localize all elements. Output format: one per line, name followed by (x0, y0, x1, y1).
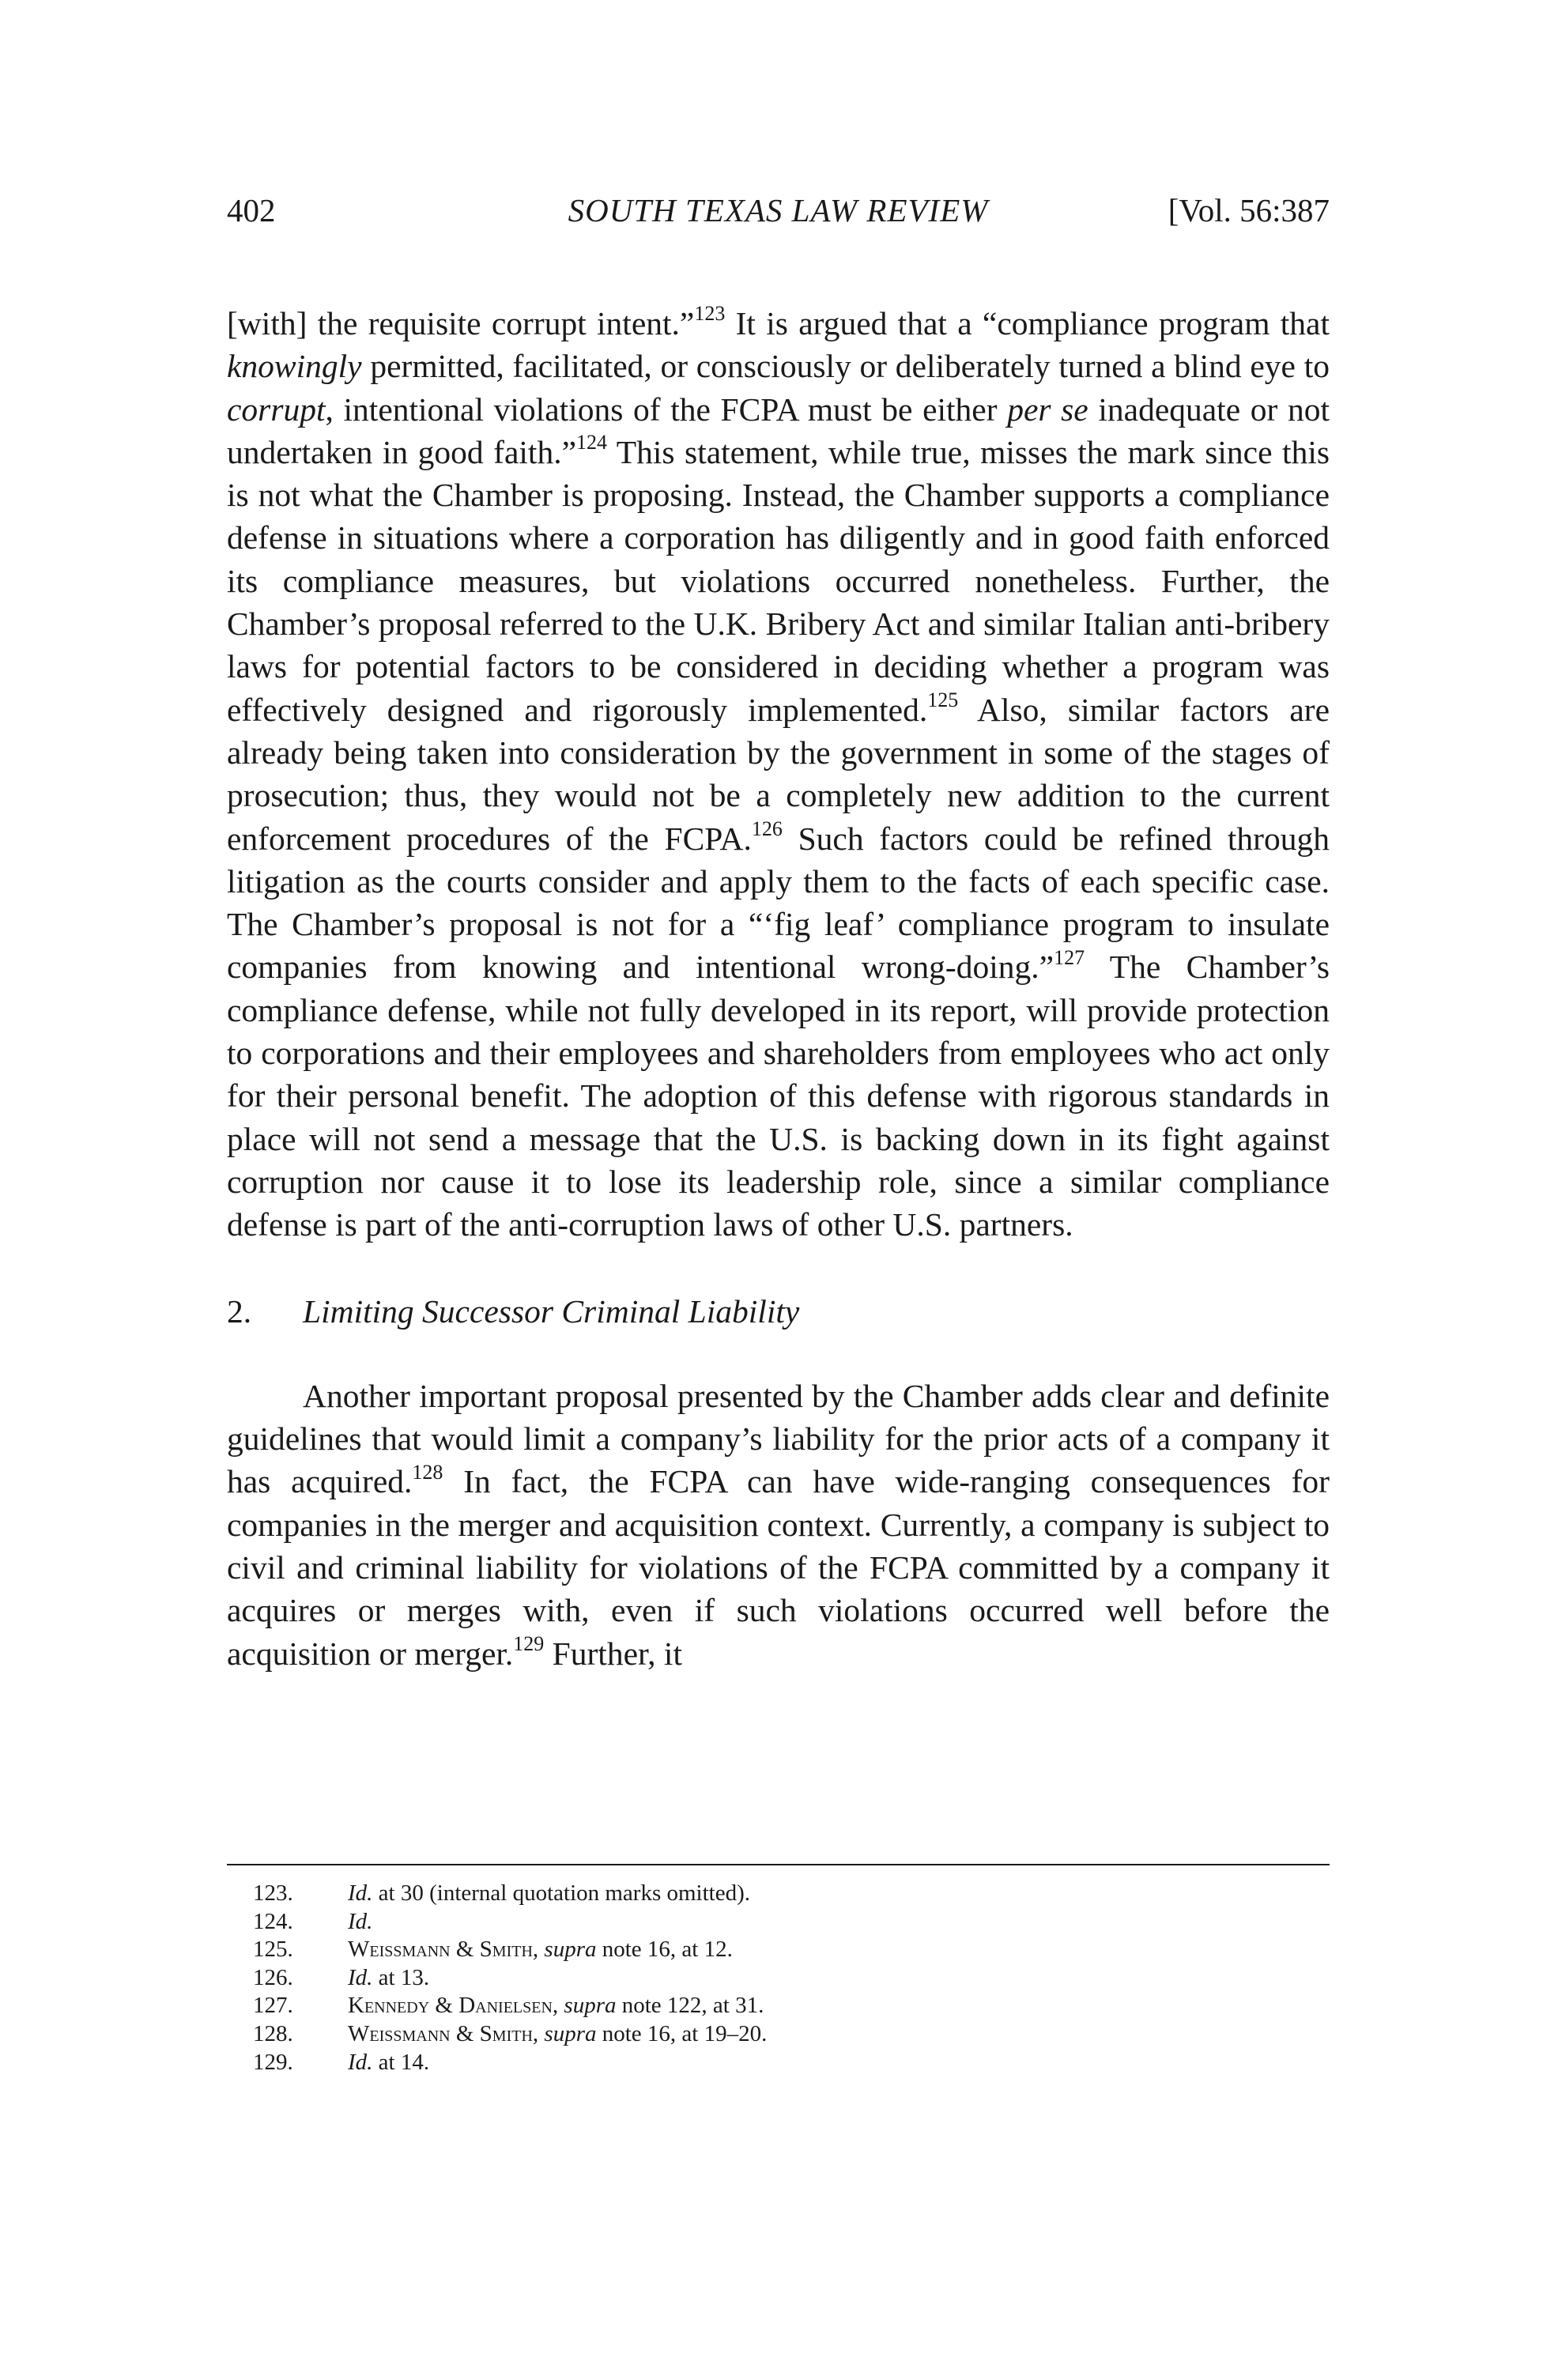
footnote-126: 126. Id. at 13. (253, 1964, 430, 1990)
footnote-ref-124[interactable]: 124 (576, 431, 608, 455)
footnote-124: 124. Id. (253, 1908, 373, 1934)
volume-citation: [Vol. 56:387 (1168, 192, 1330, 228)
section-heading (227, 1290, 1330, 1333)
footnote-ref-125[interactable]: 125 (927, 688, 959, 711)
section-number: 2. (227, 1292, 252, 1330)
footnotes (253, 1880, 1281, 2076)
page-number: 402 (227, 192, 276, 228)
footnote-129: 129. Id. at 14. (253, 2049, 430, 2075)
footnote-123: 123. Id. at 30 (internal quotation marks omitted). (253, 1880, 751, 1906)
paragraph-1: [with] the requisite corrupt intent.”$^{123}$ It is argued that a “compliance program that knowingly permitted, facilitated, or consciously or deliberately turned a blind eye to corrupt, intentional violations of the FCPA must be either per se inadequate or not undertaken in good faith.”$^{124}$ This statement, while true, misses the mark since this is not what the Chamber is proposing. Instead, the Chamber supports a compliance defense in situations where a corporation has diligently and in good faith enforced its compliance measures, but violations occurred nonetheless. Further, the Chamber’s proposal referred to the U.K. Bribery Act and similar Italian anti-bribery laws for potential factors to be considered in deciding whether a program was effectively designed and rigorously implemented.$^{125}$ Also, similar factors are already being taken into consideration by the government in some of the stages of prosecution; thus, they would not be a completely new addition to the current enforcement procedures of the FCPA.$^{126}$ Such factors could be refined through litigation as the courts consider and apply them to the facts of each specific case. The Chamber’s proposal is not for a “‘fig leaf’ compliance program to insulate companies from knowing and intentional wrong-doing.”$^{127}$ The Chamber’s compliance defense, while not fully developed in its report, will provide protection to corporations and their employees and shareholders from employees who act only for their personal benefit. The adoption of this defense with rigorous standards in place will not send a message that the U.S. is backing down in its fight against corruption nor cause it to lose its leadership role, since a similar compliance defense is part of the anti-corruption laws of other U.S. partners. (227, 302, 1330, 1243)
footnote-ref-123[interactable]: 123 (694, 302, 726, 326)
footnote-128: 128. Weissmann & Smith, supra note 16, at 19–20. (253, 2020, 768, 2046)
page-header (227, 187, 1330, 234)
main-text (227, 302, 1330, 1675)
footnote-ref-129[interactable]: 129 (513, 1631, 545, 1655)
footnote-ref-127[interactable]: 127 (1054, 945, 1085, 969)
footnote-125: 125. Weissmann & Smith, supra note 16, at 12. (253, 1937, 733, 1963)
journal-title: SOUTH TEXAS LAW REVIEW (568, 192, 989, 228)
footnote-ref-128[interactable]: 128 (412, 1460, 443, 1484)
footnote-divider (227, 1864, 1330, 1865)
footnote-127: 127. Kennedy & Danielsen, supra note 122, at 31. (253, 1993, 764, 2019)
section-title: Limiting Successor Criminal Liability (303, 1292, 800, 1330)
footnote-ref-126[interactable]: 126 (751, 817, 783, 840)
paragraph-2: Another important proposal presented by the Chamber adds clear and definite guidelines that would limit a company’s liability for the prior acts of a company it has acquired.$^{128}$ In fact, the FCPA can have wide-ranging consequences for companies in the merger and acquisition context. Currently, a company is subject to civil and criminal liability for violations of the FCPA committed by a company it acquires or merges with, even if such violations occurred well before the acquisition or merger.$^{129}$ Further, it (227, 1377, 1330, 1672)
